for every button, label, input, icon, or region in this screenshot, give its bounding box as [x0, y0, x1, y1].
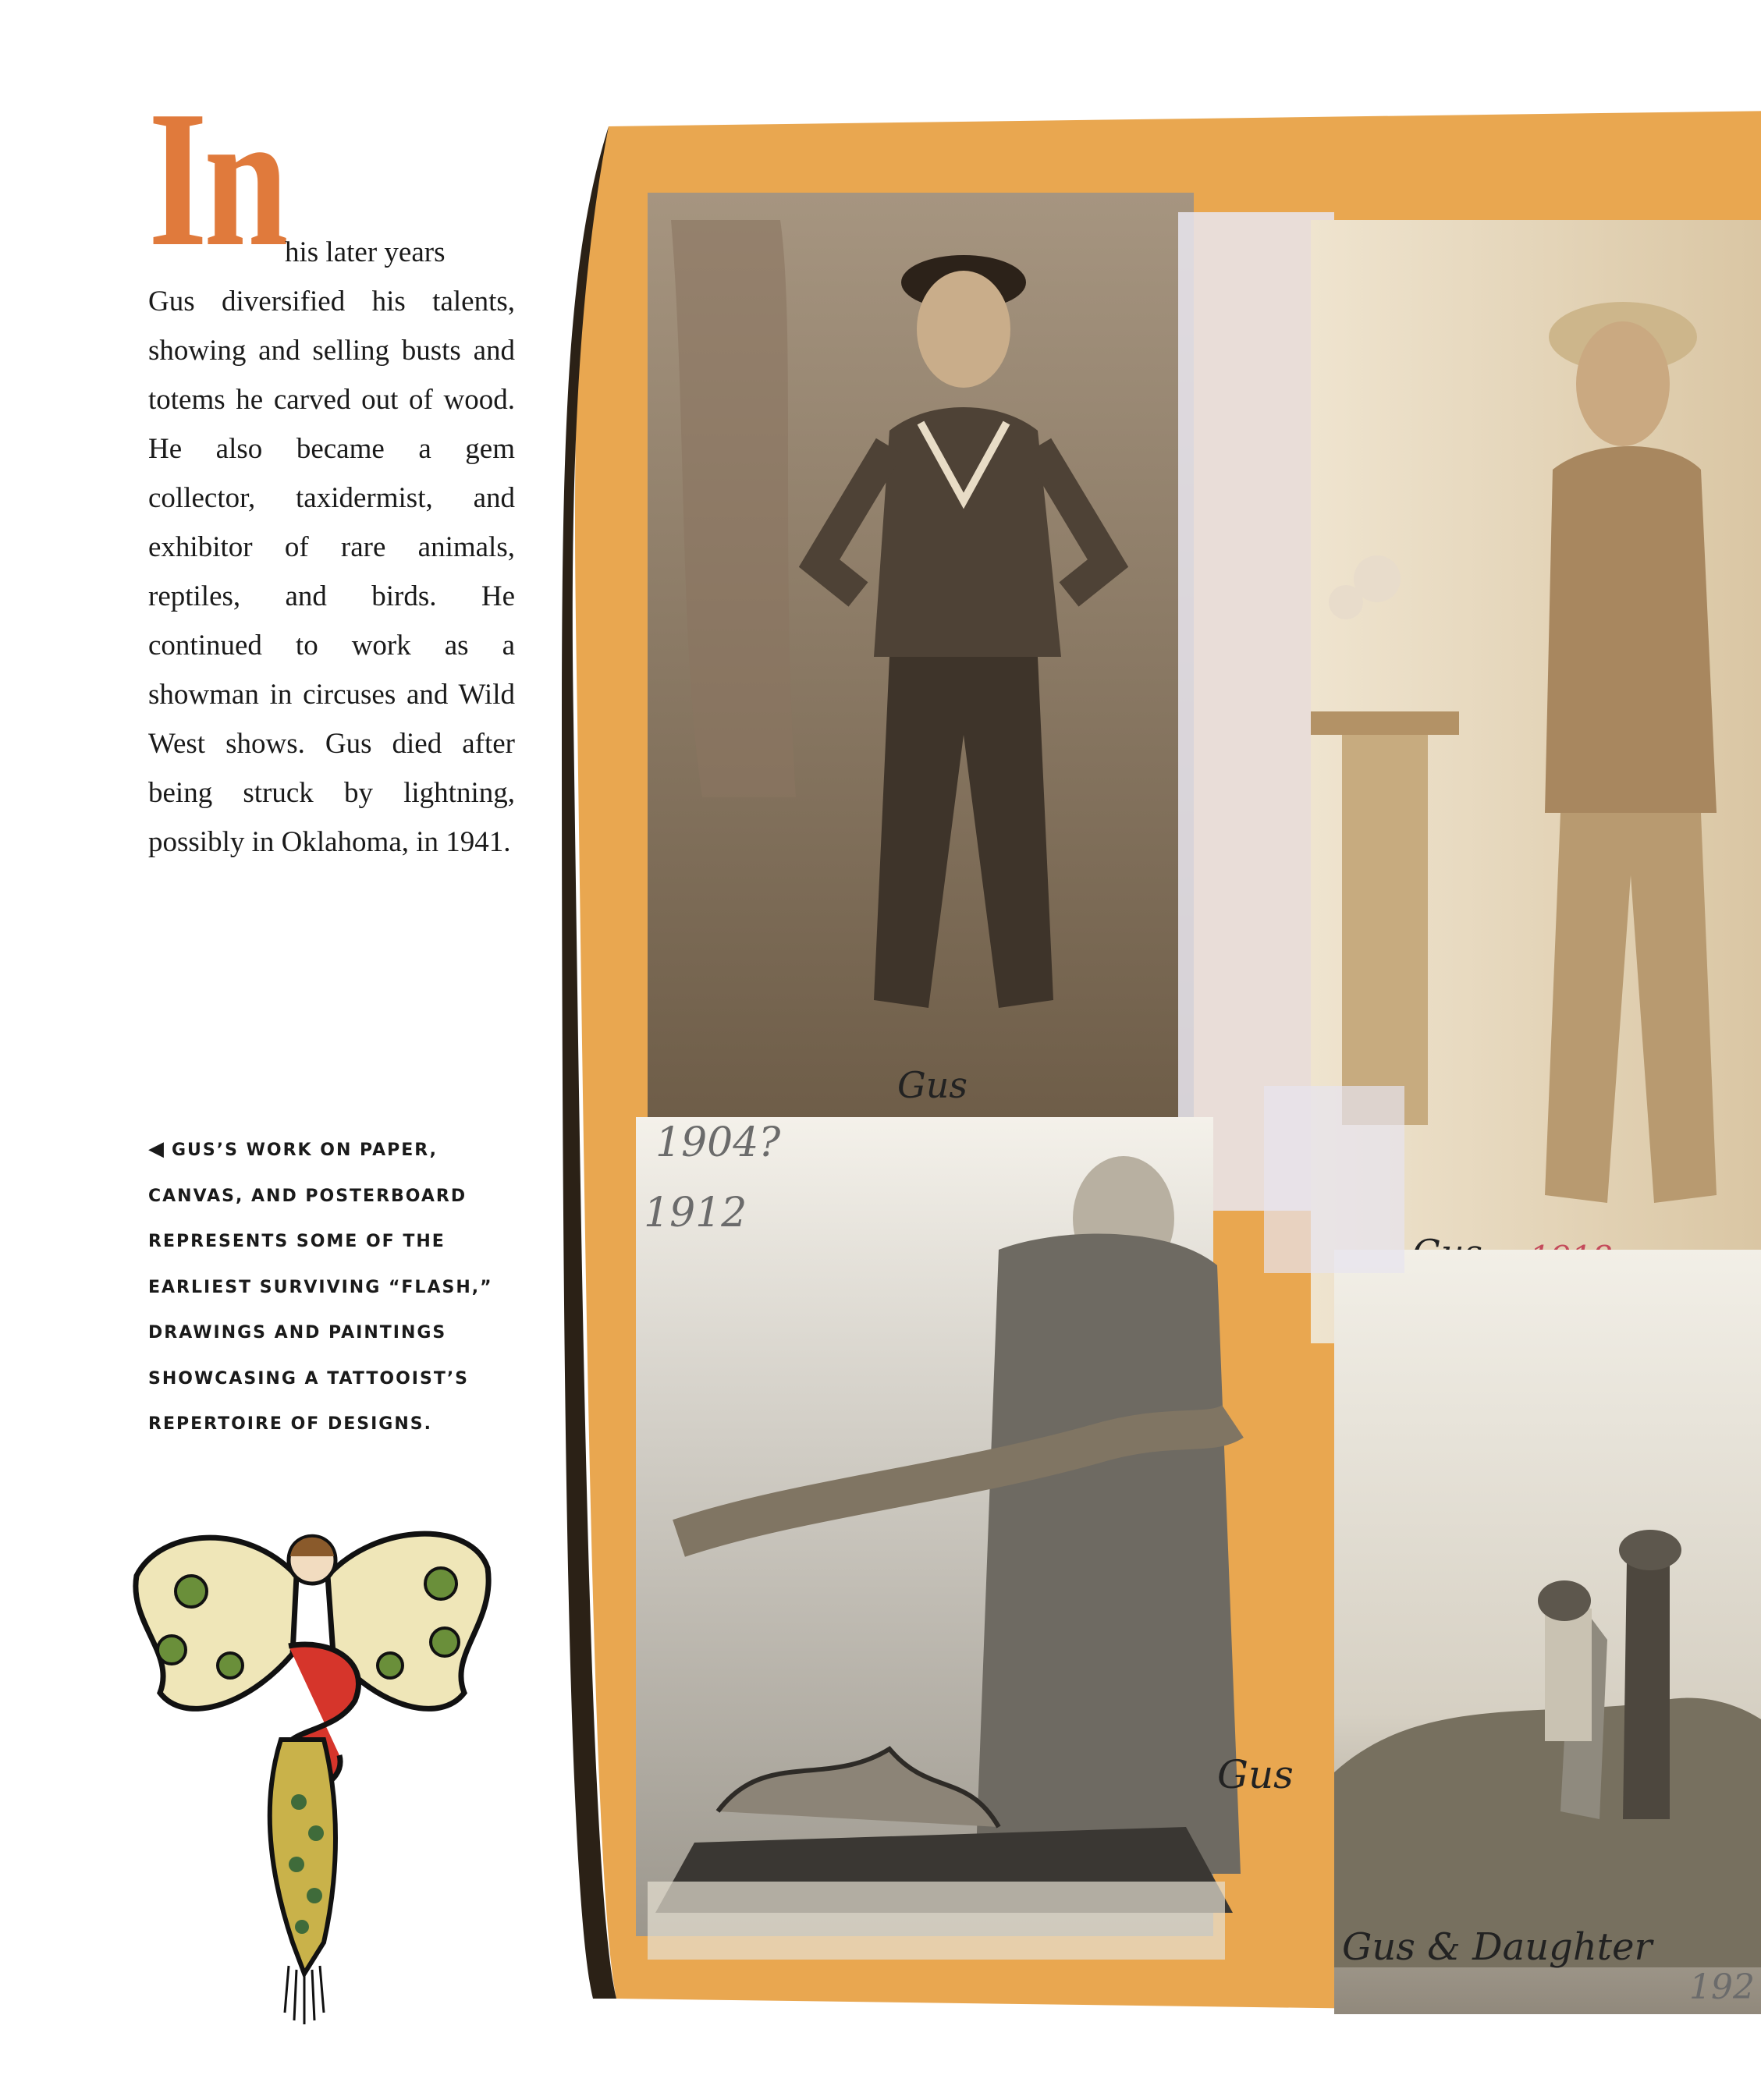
iguana-year-2: 1912 — [644, 1190, 747, 1236]
sailor-caption-label: Gus — [897, 1064, 967, 1106]
beach-photo — [1334, 1250, 1761, 2014]
body-paragraph — [148, 228, 515, 867]
iguana-caption-label: Gus — [1217, 1752, 1294, 1797]
sailor-photo — [648, 193, 1194, 1121]
body-text-rest: Gus diversified his talents, showing and selling busts and totems he carved out of wood. He also became a gem collector, taxidermist, and exhibitor of rare animals, reptiles, and birds. He continued to work as a showman in circuses and Wild West shows. Gus died after being struck by lightning, possibly in Oklahoma, in 1941. — [148, 286, 515, 858]
scrapbook-page — [562, 95, 1761, 2014]
beach-caption-label: Gus & Daughter — [1342, 1925, 1653, 1969]
drop-cap: In — [148, 71, 285, 287]
butterfly-woman-flash-illustration — [129, 1506, 495, 2028]
iguana-year-1: 1904? — [655, 1119, 781, 1166]
iguana-photo — [636, 1117, 1241, 1936]
caption-text: GUS’S WORK ON PAPER, CANVAS, AND POSTERBOARD REPRESENTS SOME OF THE EARLIEST SURVIVING “FLASH,” DRAWINGS AND PAINTINGS SHOWCASING A TATTOOIST’S REPERTOIRE OF DESIGNS. — [148, 1140, 493, 1434]
left-arrow-icon: ◀ — [148, 1137, 165, 1161]
body-first-line: his later years — [285, 236, 446, 268]
beach-year-label: 192 — [1689, 1967, 1755, 2007]
figure-caption — [148, 1126, 515, 1448]
